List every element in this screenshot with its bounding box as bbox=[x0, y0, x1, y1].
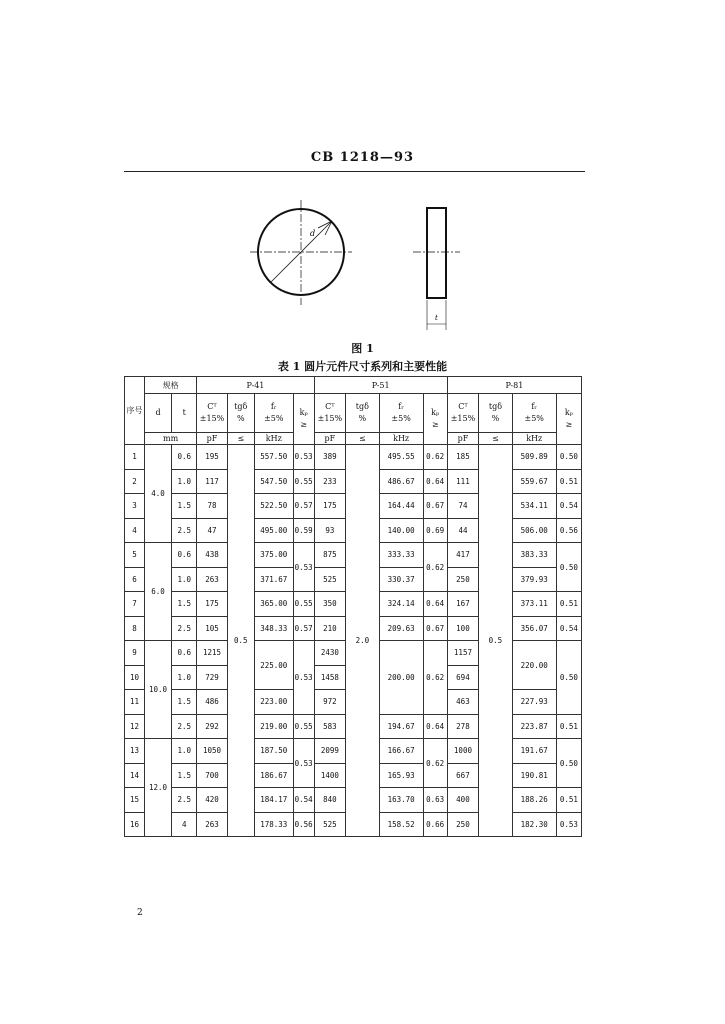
loss-header bbox=[227, 394, 254, 433]
capacitance-cell: 389 bbox=[314, 445, 345, 470]
sub-header-part: % bbox=[491, 414, 500, 423]
coupling-cell: 0.55 bbox=[293, 714, 314, 739]
capacitance-cell: 278 bbox=[447, 714, 478, 739]
frequency-cell: 164.44 bbox=[379, 494, 423, 519]
capacitance-cell: 263 bbox=[197, 812, 227, 837]
frequency-cell: 166.67 bbox=[379, 739, 423, 764]
thickness-cell: 1.0 bbox=[172, 469, 197, 494]
diameter-cell: 6.0 bbox=[144, 543, 171, 641]
frequency-cell: 356.07 bbox=[512, 616, 556, 641]
thickness-cell: 2.5 bbox=[172, 518, 197, 543]
capacitance-cell: 729 bbox=[197, 665, 227, 690]
frequency-cell: 534.11 bbox=[512, 494, 556, 519]
thickness-cell: 4 bbox=[172, 812, 197, 837]
unit-header: pF bbox=[197, 433, 227, 445]
group-header: P-51 bbox=[314, 377, 447, 394]
coupling-cell: 0.69 bbox=[423, 518, 447, 543]
sub-header-part: ±5% bbox=[391, 414, 411, 423]
capacitance-cell: 700 bbox=[197, 763, 227, 788]
capacitance-cell: 438 bbox=[197, 543, 227, 568]
capacitance-cell: 74 bbox=[447, 494, 478, 519]
thickness-cell: 1.5 bbox=[172, 494, 197, 519]
disc-side-view bbox=[413, 208, 460, 330]
frequency-cell: 557.50 bbox=[254, 445, 293, 470]
capacitance-cell: 47 bbox=[197, 518, 227, 543]
sub-header-part: tgδ bbox=[355, 402, 369, 411]
coupling-cell: 0.55 bbox=[293, 592, 314, 617]
d-header: d bbox=[144, 394, 171, 433]
frequency-cell: 223.87 bbox=[512, 714, 556, 739]
coupling-cell: 0.54 bbox=[293, 788, 314, 813]
loss-header bbox=[479, 394, 513, 433]
frequency-header bbox=[512, 394, 556, 433]
group-header: P-81 bbox=[447, 377, 581, 394]
coupling-cell: 0.53 bbox=[293, 641, 314, 715]
frequency-cell: 178.33 bbox=[254, 812, 293, 837]
coupling-cell: 0.56 bbox=[556, 518, 581, 543]
capacitance-cell: 840 bbox=[314, 788, 345, 813]
capacitance-cell: 105 bbox=[197, 616, 227, 641]
capacitance-cell: 250 bbox=[447, 567, 478, 592]
capacitance-cell: 2099 bbox=[314, 739, 345, 764]
seq-header: 序号 bbox=[125, 377, 145, 445]
capacitance-cell: 185 bbox=[447, 445, 478, 470]
capacitance-cell: 694 bbox=[447, 665, 478, 690]
thickness-cell: 1.5 bbox=[172, 690, 197, 715]
frequency-cell: 522.50 bbox=[254, 494, 293, 519]
frequency-cell: 223.00 bbox=[254, 690, 293, 715]
capacitance-cell: 1050 bbox=[197, 739, 227, 764]
capacitance-cell: 1458 bbox=[314, 665, 345, 690]
unit-header: pF bbox=[447, 433, 478, 445]
sub-header-part: ±15% bbox=[317, 414, 343, 423]
capacitance-cell: 111 bbox=[447, 469, 478, 494]
diameter-cell: 10.0 bbox=[144, 641, 171, 739]
capacitance-header bbox=[314, 394, 345, 433]
frequency-cell: 190.81 bbox=[512, 763, 556, 788]
frequency-cell: 559.67 bbox=[512, 469, 556, 494]
sub-header-part: ±5% bbox=[524, 414, 544, 423]
frequency-cell: 509.89 bbox=[512, 445, 556, 470]
sub-header-part: fᵣ bbox=[531, 402, 538, 411]
table-row bbox=[125, 445, 582, 470]
thickness-cell: 1.5 bbox=[172, 763, 197, 788]
row-number: 7 bbox=[125, 592, 145, 617]
frequency-cell: 191.67 bbox=[512, 739, 556, 764]
row-number: 9 bbox=[125, 641, 145, 666]
thickness-cell: 1.0 bbox=[172, 665, 197, 690]
sub-header-part: Cᵀ bbox=[325, 402, 335, 411]
thickness-cell: 2.5 bbox=[172, 616, 197, 641]
group-header: P-41 bbox=[197, 377, 314, 394]
frequency-cell: 140.00 bbox=[379, 518, 423, 543]
frequency-cell: 187.50 bbox=[254, 739, 293, 764]
unit-header: ≤ bbox=[227, 433, 254, 445]
frequency-cell: 547.50 bbox=[254, 469, 293, 494]
diameter-cell: 4.0 bbox=[144, 445, 171, 543]
coupling-cell: 0.53 bbox=[556, 812, 581, 837]
frequency-cell: 209.63 bbox=[379, 616, 423, 641]
capacitance-cell: 2430 bbox=[314, 641, 345, 666]
loss-cell: 0.5 bbox=[227, 445, 254, 837]
diameter-cell: 12.0 bbox=[144, 739, 171, 837]
sub-header-part: kₚ bbox=[564, 408, 573, 417]
frequency-cell: 375.00 bbox=[254, 543, 293, 568]
coupling-cell: 0.51 bbox=[556, 788, 581, 813]
capacitance-cell: 78 bbox=[197, 494, 227, 519]
frequency-cell: 200.00 bbox=[379, 641, 423, 715]
frequency-cell: 486.67 bbox=[379, 469, 423, 494]
coupling-cell: 0.62 bbox=[423, 543, 447, 592]
capacitance-header bbox=[197, 394, 227, 433]
coupling-cell: 0.50 bbox=[556, 543, 581, 592]
unit-header: pF bbox=[314, 433, 345, 445]
coupling-header bbox=[556, 394, 581, 445]
sub-header-part: tgδ bbox=[488, 402, 503, 411]
spec-header: 规格 bbox=[144, 377, 196, 394]
sub-header-part: ±15% bbox=[450, 414, 476, 423]
thickness-cell: 0.6 bbox=[172, 543, 197, 568]
frequency-cell: 225.00 bbox=[254, 641, 293, 690]
coupling-cell: 0.63 bbox=[423, 788, 447, 813]
sub-header-part: % bbox=[358, 414, 367, 423]
frequency-cell: 165.93 bbox=[379, 763, 423, 788]
frequency-cell: 348.33 bbox=[254, 616, 293, 641]
frequency-cell: 495.00 bbox=[254, 518, 293, 543]
capacitance-cell: 525 bbox=[314, 567, 345, 592]
coupling-header bbox=[423, 394, 447, 445]
capacitance-cell: 486 bbox=[197, 690, 227, 715]
thickness-label: t bbox=[435, 314, 438, 322]
capacitance-cell: 195 bbox=[197, 445, 227, 470]
sub-header-part: tgδ bbox=[234, 402, 248, 411]
sub-header-part: Cᵀ bbox=[458, 402, 468, 411]
capacitance-cell: 463 bbox=[447, 690, 478, 715]
frequency-cell: 219.00 bbox=[254, 714, 293, 739]
sub-header-part: Cᵀ bbox=[207, 402, 217, 411]
capacitance-cell: 583 bbox=[314, 714, 345, 739]
frequency-header bbox=[254, 394, 293, 433]
frequency-cell: 373.11 bbox=[512, 592, 556, 617]
page-number: 2 bbox=[137, 908, 143, 918]
frequency-cell: 495.55 bbox=[379, 445, 423, 470]
coupling-cell: 0.64 bbox=[423, 714, 447, 739]
capacitance-cell: 93 bbox=[314, 518, 345, 543]
figure-caption: 图 1 bbox=[351, 342, 374, 355]
capacitance-cell: 1215 bbox=[197, 641, 227, 666]
coupling-cell: 0.62 bbox=[423, 445, 447, 470]
coupling-cell: 0.50 bbox=[556, 641, 581, 715]
frequency-cell: 220.00 bbox=[512, 641, 556, 690]
coupling-cell: 0.62 bbox=[423, 739, 447, 788]
row-number: 6 bbox=[125, 567, 145, 592]
coupling-cell: 0.53 bbox=[293, 543, 314, 592]
frequency-header bbox=[379, 394, 423, 433]
thickness-cell: 0.6 bbox=[172, 445, 197, 470]
frequency-cell: 324.14 bbox=[379, 592, 423, 617]
thickness-cell: 0.6 bbox=[172, 641, 197, 666]
row-number: 1 bbox=[125, 445, 145, 470]
row-number: 11 bbox=[125, 690, 145, 715]
sub-header-part: % bbox=[236, 414, 245, 423]
loss-cell: 2.0 bbox=[346, 445, 380, 837]
row-number: 5 bbox=[125, 543, 145, 568]
coupling-cell: 0.50 bbox=[556, 739, 581, 788]
row-number: 15 bbox=[125, 788, 145, 813]
frequency-cell: 184.17 bbox=[254, 788, 293, 813]
frequency-cell: 383.33 bbox=[512, 543, 556, 568]
coupling-header bbox=[293, 394, 314, 445]
coupling-cell: 0.53 bbox=[293, 739, 314, 788]
unit-header: ≤ bbox=[346, 433, 380, 445]
capacitance-cell: 1157 bbox=[447, 641, 478, 666]
unit-header: kHz bbox=[379, 433, 423, 445]
capacitance-header bbox=[447, 394, 478, 433]
coupling-cell: 0.59 bbox=[293, 518, 314, 543]
frequency-cell: 188.26 bbox=[512, 788, 556, 813]
row-number: 3 bbox=[125, 494, 145, 519]
sub-header-part: fᵣ bbox=[270, 402, 277, 411]
standard-header: CB 1218—93 bbox=[310, 150, 415, 165]
sub-header-part: kₚ bbox=[299, 408, 308, 417]
coupling-cell: 0.51 bbox=[556, 714, 581, 739]
coupling-cell: 0.62 bbox=[423, 641, 447, 715]
properties-table bbox=[124, 376, 582, 837]
frequency-cell: 194.67 bbox=[379, 714, 423, 739]
diameter-label: d bbox=[310, 229, 316, 238]
coupling-cell: 0.66 bbox=[423, 812, 447, 837]
coupling-cell: 0.64 bbox=[423, 592, 447, 617]
sub-header-part: ≥ bbox=[565, 420, 573, 429]
coupling-cell: 0.57 bbox=[293, 494, 314, 519]
sub-header-part: ±15% bbox=[199, 414, 225, 423]
figure-1-drawing bbox=[0, 0, 725, 340]
coupling-cell: 0.50 bbox=[556, 445, 581, 470]
coupling-cell: 0.51 bbox=[556, 469, 581, 494]
capacitance-cell: 233 bbox=[314, 469, 345, 494]
coupling-cell: 0.51 bbox=[556, 592, 581, 617]
capacitance-cell: 667 bbox=[447, 763, 478, 788]
coupling-cell: 0.54 bbox=[556, 494, 581, 519]
frequency-cell: 506.00 bbox=[512, 518, 556, 543]
row-number: 14 bbox=[125, 763, 145, 788]
unit-header: kHz bbox=[254, 433, 293, 445]
sub-header-part: ≥ bbox=[431, 420, 439, 429]
capacitance-cell: 263 bbox=[197, 567, 227, 592]
row-number: 12 bbox=[125, 714, 145, 739]
coupling-cell: 0.54 bbox=[556, 616, 581, 641]
capacitance-cell: 972 bbox=[314, 690, 345, 715]
unit-header: ≤ bbox=[479, 433, 513, 445]
capacitance-cell: 175 bbox=[314, 494, 345, 519]
sub-header-part: kₚ bbox=[431, 408, 440, 417]
capacitance-cell: 44 bbox=[447, 518, 478, 543]
frequency-cell: 163.70 bbox=[379, 788, 423, 813]
coupling-cell: 0.67 bbox=[423, 616, 447, 641]
capacitance-cell: 100 bbox=[447, 616, 478, 641]
table-caption: 表 1 圆片元件尺寸系列和主要性能 bbox=[277, 360, 448, 373]
loss-cell: 0.5 bbox=[479, 445, 513, 837]
row-number: 13 bbox=[125, 739, 145, 764]
thickness-cell: 2.5 bbox=[172, 788, 197, 813]
frequency-cell: 182.30 bbox=[512, 812, 556, 837]
row-number: 8 bbox=[125, 616, 145, 641]
row-number: 10 bbox=[125, 665, 145, 690]
capacitance-cell: 167 bbox=[447, 592, 478, 617]
unit-header: kHz bbox=[512, 433, 556, 445]
disc-top-view bbox=[250, 200, 352, 305]
row-number: 16 bbox=[125, 812, 145, 837]
sub-header-part: ±5% bbox=[264, 414, 284, 423]
row-number: 2 bbox=[125, 469, 145, 494]
capacitance-cell: 117 bbox=[197, 469, 227, 494]
frequency-cell: 365.00 bbox=[254, 592, 293, 617]
thickness-cell: 1.5 bbox=[172, 592, 197, 617]
capacitance-cell: 420 bbox=[197, 788, 227, 813]
capacitance-cell: 250 bbox=[447, 812, 478, 837]
coupling-cell: 0.64 bbox=[423, 469, 447, 494]
coupling-cell: 0.57 bbox=[293, 616, 314, 641]
loss-header bbox=[346, 394, 380, 433]
coupling-cell: 0.56 bbox=[293, 812, 314, 837]
sub-header-part: ≥ bbox=[300, 420, 307, 429]
capacitance-cell: 350 bbox=[314, 592, 345, 617]
frequency-cell: 330.37 bbox=[379, 567, 423, 592]
row-number: 4 bbox=[125, 518, 145, 543]
capacitance-cell: 292 bbox=[197, 714, 227, 739]
thickness-cell: 1.0 bbox=[172, 567, 197, 592]
capacitance-cell: 417 bbox=[447, 543, 478, 568]
unit-header: mm bbox=[144, 433, 196, 445]
frequency-cell: 186.67 bbox=[254, 763, 293, 788]
coupling-cell: 0.53 bbox=[293, 445, 314, 470]
coupling-cell: 0.67 bbox=[423, 494, 447, 519]
capacitance-cell: 400 bbox=[447, 788, 478, 813]
thickness-cell: 2.5 bbox=[172, 714, 197, 739]
capacitance-cell: 175 bbox=[197, 592, 227, 617]
coupling-cell: 0.55 bbox=[293, 469, 314, 494]
sub-header-part: fᵣ bbox=[398, 402, 404, 411]
frequency-cell: 227.93 bbox=[512, 690, 556, 715]
frequency-cell: 379.93 bbox=[512, 567, 556, 592]
capacitance-cell: 210 bbox=[314, 616, 345, 641]
frequency-cell: 158.52 bbox=[379, 812, 423, 837]
t-header: t bbox=[172, 394, 197, 433]
capacitance-cell: 1400 bbox=[314, 763, 345, 788]
capacitance-cell: 1000 bbox=[447, 739, 478, 764]
thickness-cell: 1.0 bbox=[172, 739, 197, 764]
frequency-cell: 371.67 bbox=[254, 567, 293, 592]
capacitance-cell: 875 bbox=[314, 543, 345, 568]
capacitance-cell: 525 bbox=[314, 812, 345, 837]
frequency-cell: 333.33 bbox=[379, 543, 423, 568]
